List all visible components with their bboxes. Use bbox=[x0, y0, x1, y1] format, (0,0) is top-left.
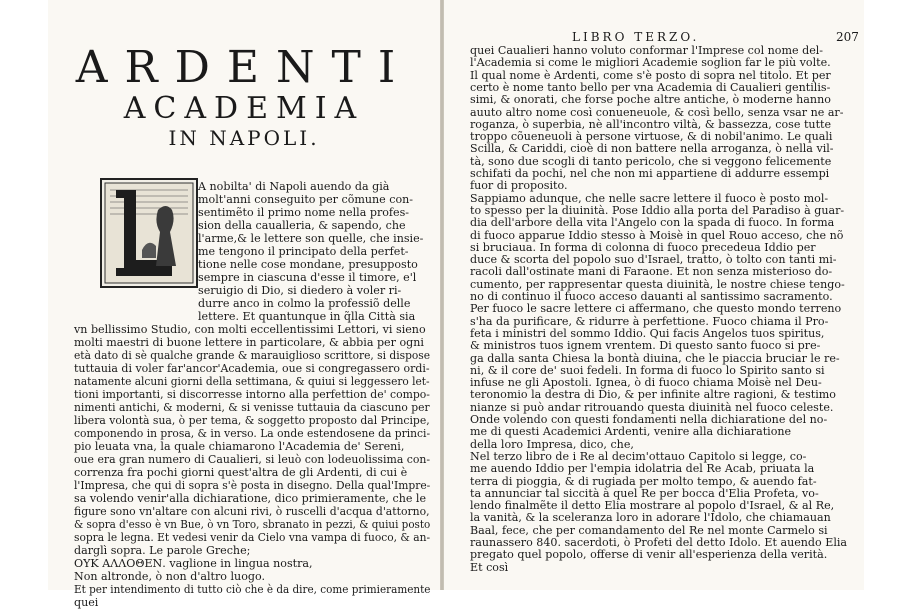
text-line: simi, & onorati, che forse poche altre antiche, ò moderne hanno bbox=[470, 93, 831, 107]
text-line: componendo in prosa, & in verso. La onde estendosene da princi- bbox=[74, 427, 431, 440]
text-line: la vanità, & la sceleranza loro in adorare l'Idolo, che chiamauan bbox=[470, 511, 831, 525]
text-line: dia dell'arbore della vita l'Angelo con la spada di fuoco. In forma bbox=[470, 216, 835, 230]
text-line: duce & scorta del popolo suo d'Israel, tratto, ò tolto con tanti mi- bbox=[470, 253, 837, 267]
text-line: nianze si può andar ritrouando questa diuinità nel fuoco celeste. bbox=[470, 400, 834, 414]
text-line: tione nelle cose mondane, presupposto bbox=[198, 258, 418, 271]
text-line: s'ha da purificare, & ridurre à perfettione. Fuoco chiama il Pro- bbox=[470, 314, 829, 328]
text-line: molt'anni conseguito per cõmune con- bbox=[198, 193, 414, 206]
title-in-napoli: IN NAPOLI. bbox=[168, 126, 320, 150]
text-line: Baal, fece, che per comandamento del Re nel monte Carmelo si bbox=[470, 523, 828, 537]
text-line: teronomio la destra di Dio, & per infinite altre ragioni, & testimo bbox=[470, 388, 836, 402]
text-line: Sappiamo adunque, che nelle sacre lettere il fuoco è posto mol- bbox=[470, 191, 829, 205]
text-line: correnza fra pochi giorni quest'altra de gli Ardenti, di cui è bbox=[74, 466, 408, 479]
text-line: auuto altro nome così conueneuole, & così bello, senza vsar ne ar- bbox=[470, 105, 844, 119]
text-line: pregato quel popolo, offerse di venir all'esperienza della verità. bbox=[470, 548, 828, 562]
text-line: Nel terzo libro de i Re al decim'ottauo Capitolo si legge, co- bbox=[470, 449, 807, 463]
title-academia: ACADEMIA bbox=[123, 91, 365, 126]
text-line: cumento, per rappresentar questa diuinità, le nostre chiese tengo- bbox=[470, 277, 845, 291]
text-line: figure sono vn'altare con alcuni rivi, ò ruscelli d'acqua d'attorno, bbox=[74, 505, 430, 518]
text-line: me tengono il principato della perfet- bbox=[198, 245, 409, 258]
text-line: della loro Impresa, dico, che, bbox=[470, 437, 634, 451]
text-line: feta i ministri del sommo Iddio. Qui facis Angelos tuos spiritus, bbox=[470, 326, 825, 340]
text-line: seruigio di Dio, si diedero à voler ri- bbox=[198, 284, 402, 297]
text-line: no di continuo il fuoco acceso dauanti al santissimo sacramento. bbox=[470, 290, 833, 303]
text-line: Onde volendo con questi fondamenti nella dichiaratione del no- bbox=[470, 413, 828, 426]
left-page bbox=[48, 0, 440, 609]
text-line: natamente alcuni giorni della settimana, & quiui si leggessero let- bbox=[74, 375, 430, 388]
text-line: sempre in ciascuna d'esse il timore, e'l bbox=[198, 271, 417, 284]
text-line: lendo finalmẽte il detto Elia mostrare al popolo d'Israel, & al Re, bbox=[470, 499, 835, 513]
text-line: di fuoco apparue Iddio stesso à Moisè in quel Rouo acceso, che nõ bbox=[470, 228, 844, 242]
text-line: Per fuoco le sacre lettere ci affermano, che questo mondo terreno bbox=[470, 302, 842, 316]
woodcut-initial-l bbox=[100, 178, 198, 288]
text-line: roganza, ò superbia, nè all'incontro viltà, & bassezza, cose tutte bbox=[470, 117, 832, 131]
text-line: fuor di proposito. bbox=[470, 179, 568, 193]
text-line: Il qual nome è Ardenti, come s'è posto di sopra nel titolo. Et per bbox=[470, 68, 831, 82]
text-line: tà, sono due scogli di tanto pericolo, che si veggono felicemente bbox=[470, 154, 832, 168]
text-line: ta annunciar tal siccità à quel Re per bocca d'Elia Profeta, vo- bbox=[470, 486, 819, 500]
text-line: oue era gran numero di Caualieri, si leuò con lodeuolissima con- bbox=[74, 453, 431, 466]
running-head: LIBRO TERZO. bbox=[572, 30, 700, 44]
text-line: libera volontà sua, ò per tema, & soggetto proposto dal Principe, bbox=[74, 414, 430, 427]
text-line: età dato di sè qualche grande & marauiglioso scrittore, si dispose bbox=[74, 349, 431, 362]
text-line: lettere. Et quantunque in q̃lla Città sia bbox=[198, 310, 416, 323]
text-line: Non altronde, ò non d'altro luogo. bbox=[74, 570, 265, 583]
page-number: 207 bbox=[836, 30, 859, 44]
text-line: & ministros tuos ignem vrentem. Di questo santo fuoco si pre- bbox=[470, 339, 821, 353]
text-line: sopra le legna. Et vedesi venir da Cielo vna vampa di fuoco, & an- bbox=[74, 531, 431, 544]
text-line: durre anco in colmo la professiõ delle bbox=[198, 297, 411, 310]
text-line: quei Caualieri hanno voluto conformar l'Imprese col nome del- bbox=[470, 44, 824, 57]
text-line: si bruciaua. In forma di colonna di fuoco precedeua Iddio per bbox=[470, 240, 816, 254]
text-line: A nobilta' di Napoli auendo da già bbox=[198, 180, 390, 193]
text-line: tuttauia di voler far'ancor'Academia, oue si congregassero ordi- bbox=[74, 362, 430, 375]
text-line: Et per intendimento di tutto ciò che è da dire, come primieramente bbox=[74, 583, 431, 596]
title-ardenti: ARDENTI bbox=[75, 42, 413, 93]
text-line: certo è nome tanto bello per vna Academia di Caualieri gentilis- bbox=[470, 80, 831, 94]
text-line: Et così bbox=[470, 560, 509, 574]
text-line: me di questi Academici Ardenti, venire alla dichiaratione bbox=[470, 425, 792, 439]
text-line: me auendo Iddio per l'empia idolatria del Re Acab, priuata la bbox=[470, 462, 815, 476]
text-line: l'Impresa, che qui di sopra s'è posta in disegno. Della qual'Impre- bbox=[74, 479, 431, 492]
text-line: pio leuata vna, la quale chiamarono l'Academia de' Sereni, bbox=[74, 440, 405, 453]
text-line: ga dalla santa Chiesa la bontà diuina, che le piaccia bruciar le re- bbox=[470, 351, 840, 365]
text-line: infuse ne gli Apostoli. Ignea, ò di fuoco chiama Moisè nel Deu- bbox=[470, 376, 822, 390]
text-line: schifati da pochi, nel che non mi appartiene di addurre essempi bbox=[470, 167, 830, 180]
text-line: tioni importanti, si discorresse intorno alla perfettion de' compo- bbox=[74, 388, 430, 401]
text-line: Scilla, & Cariddi, cioè di non battere nella arroganza, ò nella vil- bbox=[470, 142, 834, 156]
right-page bbox=[444, 0, 864, 590]
text-line: ni, & il core de' suoi fedeli. In forma di fuoco lo Spirito santo si bbox=[470, 363, 825, 377]
text-line: sa volendo venir'alla dichiaratione, dico primieramente, che le bbox=[74, 492, 427, 505]
text-line: nimenti antichi, & moderni, & si venisse tuttauia da ciascuno per bbox=[74, 401, 430, 414]
text-line: racoli dall'ostinate mani di Faraone. Et non senza misterioso do- bbox=[470, 265, 833, 279]
text-line: molti maestri di buone lettere in particolare, & abbia per ogni bbox=[74, 336, 424, 349]
text-line: troppo cõueneuoli à persone virtuose, & di nobil'animo. Le quali bbox=[470, 130, 833, 144]
text-line: darglì sopra. Le parole Greche; bbox=[74, 544, 251, 557]
text-line: raunassero 840. sacerdoti, ò Profeti del detto Idolo. Et auendo Elia bbox=[470, 536, 848, 549]
text-line: l'Academia si come le migliori Academie soglion far le più volte. bbox=[470, 56, 831, 70]
text-line: sentimẽto il primo nome nella profes- bbox=[198, 206, 410, 219]
text-line: quei bbox=[74, 596, 99, 609]
text-line: l'arme,& le lettere son quelle, che insie- bbox=[198, 232, 424, 245]
text-line: & sopra d'esso è vn Bue, ò vn Toro, sbranato in pezzi, & quiui posto bbox=[74, 518, 431, 531]
text-line: ΟΥΚ ΑΛΛΟΘΕΝ. vaglione in lingua nostra, bbox=[74, 557, 313, 570]
text-line: terra di pioggia, & di rugiada per molto tempo, & auendo fat- bbox=[470, 474, 817, 488]
text-line: sion della caualleria, & sapendo, che bbox=[198, 219, 406, 232]
text-line: vn bellissimo Studio, con molti eccellentissimi Lettori, vi sieno bbox=[74, 323, 426, 336]
text-line: to spesso per la diuinità. Pose Iddio alla porta del Paradiso à guar- bbox=[470, 203, 845, 217]
